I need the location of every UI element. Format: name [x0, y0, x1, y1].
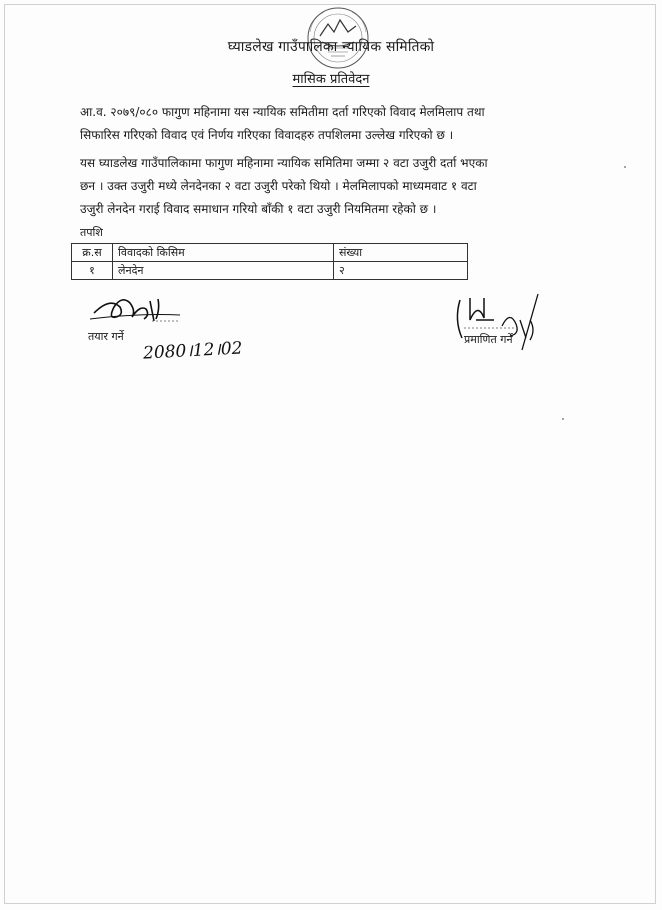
document-title: घ्याडलेख गाउँपालिका न्यायिक समितिको — [227, 39, 435, 55]
summary-paragraph — [80, 152, 550, 221]
paragraph-line: उजुरी लेनदेन गराई विवाद समाधान गरियो बाँकी १ वटा उजुरी नियमितमा रहेको छ । — [80, 202, 437, 216]
table-header-cell: संख्या — [334, 244, 468, 262]
table-header-cell: विवादको किसिम — [113, 244, 334, 262]
table-row — [72, 262, 468, 280]
table-cell: १ — [72, 262, 113, 280]
dispute-table — [71, 243, 468, 280]
details-label: तपशि — [80, 226, 103, 239]
approved-by-signature-icon — [450, 290, 560, 360]
intro-paragraph — [80, 101, 550, 147]
paragraph-line: आ.व. २०७९/०८० फागुण महिनामा यस न्यायिक समितीमा दर्ता गरिएको विवाद मेलमिलाप तथा — [80, 105, 485, 119]
handwritten-date: 2080।12।02 — [142, 338, 243, 364]
paragraph-line: यस घ्याडलेख गाउँपालिकामा फागुण महिनामा न्यायिक समितिमा जम्मा २ वटा उजुरी दर्ता भएका — [80, 156, 488, 170]
scan-speck — [562, 418, 564, 420]
document-subtitle — [0, 69, 662, 87]
paragraph-line: सिफारिस गरिएको विवाद एवं निर्णय गरिएका विवादहरु तपशिलमा उल्लेख गरिएको छ । — [80, 128, 454, 142]
table-header-row — [72, 244, 468, 262]
approved-by-label: प्रमाणित गर्ने — [464, 333, 513, 346]
subtitle-text: मासिक प्रतिवेदन — [292, 72, 370, 87]
table-header-cell: क्र.स — [72, 244, 113, 262]
scan-speck — [624, 166, 626, 168]
table-cell: लेनदेन — [113, 262, 334, 280]
prepared-by-label: तयार गर्ने — [88, 330, 124, 343]
paragraph-line: छन । उक्त उजुरी मध्ये लेनदेनका २ वटा उजुरी परेको थियो । मेलमिलापको माध्यमवाट १ वटा — [80, 179, 477, 193]
table-cell: २ — [334, 262, 468, 280]
